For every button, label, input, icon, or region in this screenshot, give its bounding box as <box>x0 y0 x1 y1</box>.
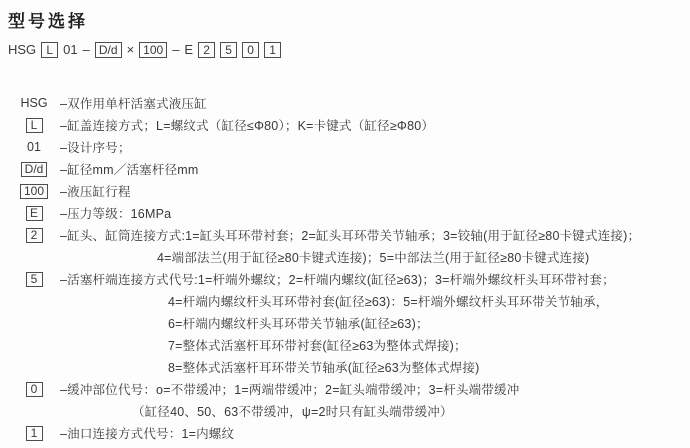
definition-text: 8=整体式活塞杆耳环带关节轴承(缸径≥63为整体式焊接) <box>168 361 480 375</box>
definition-code-cell <box>8 426 60 441</box>
definition-line <box>8 136 690 158</box>
definition-line <box>8 422 690 444</box>
definition-text: –压力等级：16MPa <box>60 207 172 221</box>
definition-text: 6=杆端内螺纹杆头耳环带关节轴承(缸径≥63)； <box>168 317 429 331</box>
definition-code-cell <box>8 162 60 177</box>
definition-line <box>8 312 690 334</box>
definition-line <box>8 114 690 136</box>
formula-code-box: 0 <box>242 42 259 58</box>
page-title: 型号选择 <box>8 12 88 31</box>
formula-code-box: L <box>41 42 58 58</box>
definition-code-text: 01 <box>27 140 41 154</box>
formula-text-token: × <box>126 42 135 57</box>
definition-code-box: 100 <box>20 184 48 199</box>
definition-text: –缸径mm／活塞杆径mm <box>60 163 199 177</box>
definition-line <box>8 290 690 312</box>
definition-code-cell <box>8 206 60 221</box>
definition-text: 4=杆端内螺纹杆头耳环带衬套(缸径≥63)：5=杆端外螺纹杆头耳环带关节轴承， <box>168 295 609 309</box>
definition-text: –缓冲部位代号：o=不带缓冲；1=两端带缓冲；2=缸头端带缓冲；3=杆头端带缓冲 <box>60 383 520 397</box>
definition-text: –双作用单杆活塞式液压缸 <box>60 97 207 111</box>
formula-code-box: 5 <box>220 42 237 58</box>
formula-text-token: E <box>184 42 194 57</box>
definition-line <box>8 268 690 290</box>
definition-text: –设计序号； <box>60 141 131 155</box>
definition-code-box: D/d <box>21 162 48 177</box>
formula-text-token: 01 <box>63 42 78 57</box>
definition-code-cell <box>8 382 60 397</box>
definition-line <box>8 356 690 378</box>
definition-text: –液压缸行程 <box>60 185 131 199</box>
definition-code-cell <box>8 184 60 199</box>
formula-code-box: 100 <box>139 42 167 58</box>
definition-code-text: HSG <box>20 96 48 110</box>
definition-text: –缸头、缸筒连接方式:1=缸头耳环带衬套；2=缸头耳环带关节轴承；3=铰轴(用于缸径≥80卡键式连接)； <box>60 229 641 243</box>
definition-line <box>8 400 690 422</box>
definition-line <box>8 246 690 268</box>
definition-code-cell <box>8 272 60 287</box>
definition-line <box>8 158 690 180</box>
definition-text: 7=整体式活塞杆耳环带衬套(缸径≥63为整体式焊接)； <box>168 339 467 353</box>
definition-text: （缸径40、50、63不带缓冲，ψ=2时只有缸头端带缓冲） <box>132 405 453 419</box>
definition-code-box: 0 <box>26 382 43 397</box>
definition-code-cell <box>8 118 60 133</box>
definition-line <box>8 92 690 114</box>
definition-code-cell <box>8 96 60 110</box>
definition-text: –活塞杆端连接方式代号:1=杆端外螺纹；2=杆端内螺纹(缸径≥63)；3=杆端外螺纹杆头耳环带衬套； <box>60 273 615 287</box>
definition-line <box>8 378 690 400</box>
formula-text-token: HSG <box>8 42 37 57</box>
definition-code-box: L <box>26 118 43 133</box>
definition-code-box: E <box>26 206 43 221</box>
definition-code-box: 5 <box>26 272 43 287</box>
definition-code-cell <box>8 140 60 154</box>
definitions-list <box>8 92 690 444</box>
formula-text-token: – <box>82 42 90 57</box>
definition-line <box>8 180 690 202</box>
definition-code-cell <box>8 228 60 243</box>
formula-text-token: – <box>172 42 180 57</box>
definition-line <box>8 202 690 224</box>
definition-text: –油口连接方式代号：1=内螺纹 <box>60 427 235 441</box>
definition-text: 4=端部法兰(用于缸径≥80卡键式连接)；5=中部法兰(用于缸径≥80卡键式连接) <box>157 251 590 265</box>
model-formula <box>8 41 281 59</box>
definition-line <box>8 334 690 356</box>
formula-code-box: 1 <box>264 42 281 58</box>
definition-text: –缸盖连接方式；L=螺纹式（缸径≤Φ80）；K=卡键式（缸径≥Φ80） <box>60 119 435 133</box>
formula-code-box: D/d <box>95 42 122 58</box>
definition-line <box>8 224 690 246</box>
definition-code-box: 1 <box>26 426 43 441</box>
definition-code-box: 2 <box>26 228 43 243</box>
formula-code-box: 2 <box>198 42 215 58</box>
